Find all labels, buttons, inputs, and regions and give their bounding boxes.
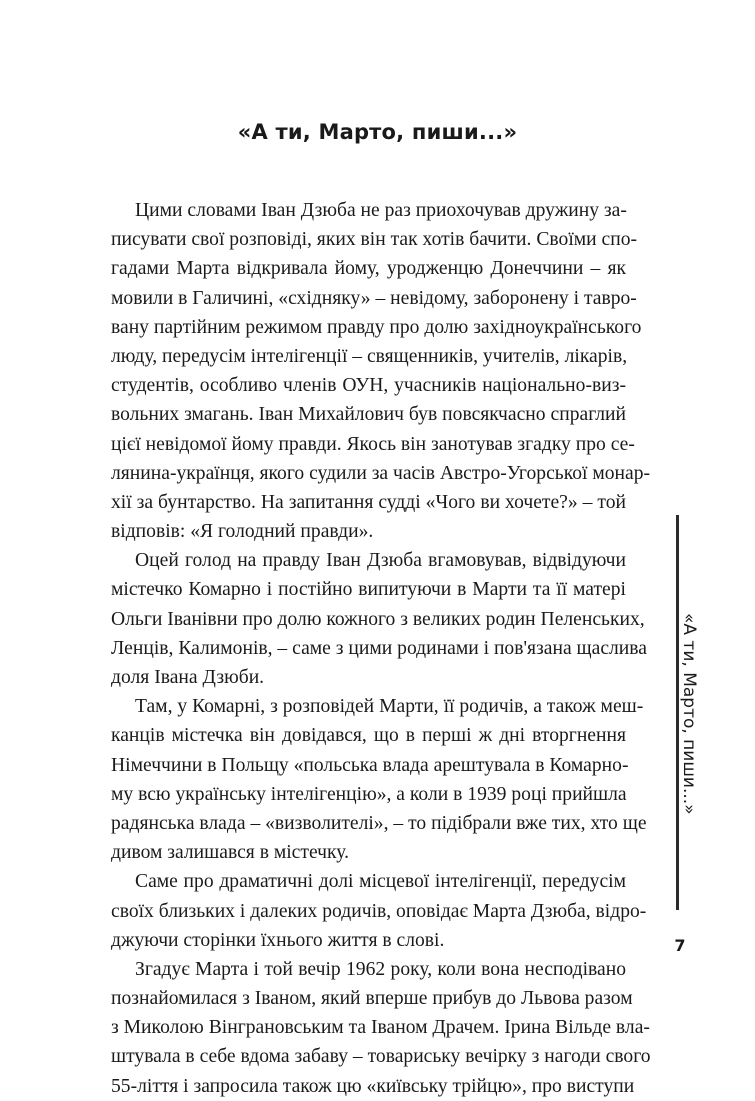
text-line: вольних змагань. Іван Михайлович був повсякчасно спраглий (111, 404, 626, 426)
paragraph (111, 692, 647, 867)
text-line: своїх близьких і далеких родичів, оповідає Марта Дзюба, відро- (111, 900, 647, 922)
text-line: люду, передусім інтелігенції – священників, учителів, лікарів, (111, 345, 628, 367)
text-line: канців містечка він довідався, що в перші ж дні вторгнення (111, 725, 626, 747)
text-line: дивом залишався в містечку. (111, 842, 349, 864)
text-line: Цими словами Іван Дзюба не раз приохочував дружину за- (135, 200, 627, 221)
text-line: Оцей голод на правду Іван Дзюба вгамовував, відвідуючи (135, 550, 626, 572)
text-line: джуючи сторінки їхнього життя в слові. (111, 929, 445, 951)
text-line: штувала в себе вдома забаву – товариську вечірку з нагоди свого (111, 1046, 651, 1068)
text-line: 55-ліття і запросила також цю «київську трійцю», про виступи (111, 1075, 635, 1097)
text-line: відповів: «Я голодний правди». (111, 521, 374, 543)
text-line: містечко Комарно і постійно випитуючи в Марти та її матері (111, 579, 626, 601)
text-line: хії за бунтарство. На запитання судді «Чого ви хочете?» – той (111, 491, 626, 513)
paragraph (111, 955, 651, 1101)
text-line: радянська влада – «визволителі», – то підібрали вже тих, хто ще (111, 812, 647, 834)
text-line: Ленців, Калимонів, – саме з цими родинами і пов'язана щаслива (111, 637, 647, 659)
text-line: Німеччини в Польщу «польська влада арештувала в Комарно- (111, 754, 629, 776)
page-number: 7 (674, 936, 686, 955)
text-line: мовили в Галичині, «східняку» – невідому, заборонену і тавро- (111, 287, 637, 309)
text-line: Згадує Марта і той вечір 1962 року, коли вона несподівано (135, 958, 626, 980)
text-line: доля Івана Дзюби. (111, 667, 265, 688)
text-line: гадами Марта відкривала йому, уродженцю Донеччини – як (111, 258, 626, 280)
text-line: лянина-українця, якого судили за часів Австро-Угорської монар- (111, 462, 651, 484)
text-line: цієї невідомої йому правди. Якось він занотував згадку про се- (111, 433, 635, 455)
paragraph (111, 196, 651, 546)
text-line: писувати свої розповіді, яких він так хотів бачити. Своїми спо- (111, 229, 638, 251)
paragraph (111, 867, 647, 955)
paragraph (111, 546, 647, 692)
text-line: му всю українську інтелігенцію», а коли в 1939 році прийшла (111, 783, 627, 805)
text-line: Там, у Комарні, з розповідей Марти, її родичів, а також меш- (135, 696, 644, 718)
text-line: студентів, особливо членів ОУН, учасників національно-виз- (111, 375, 626, 397)
text-line: Ольги Іванівни про долю кожного з великих родин Пеленських, (111, 608, 645, 630)
text-line: вану партійним режимом правду про долю західноукраїнського (111, 316, 642, 338)
page-title: «А ти, Марто, пиши...» (237, 120, 518, 144)
text-line: Саме про драматичні долі місцевої інтелігенції, передусім (135, 871, 626, 893)
body-text (111, 196, 651, 1101)
text-line: з Миколою Вінграновським та Іваном Драчем. Ірина Вільде вла- (111, 1017, 650, 1039)
running-head: «А ти, Марто, пиши...» (679, 613, 699, 815)
text-line: познайомилася з Іваном, який вперше прибув до Львова разом (111, 988, 633, 1010)
